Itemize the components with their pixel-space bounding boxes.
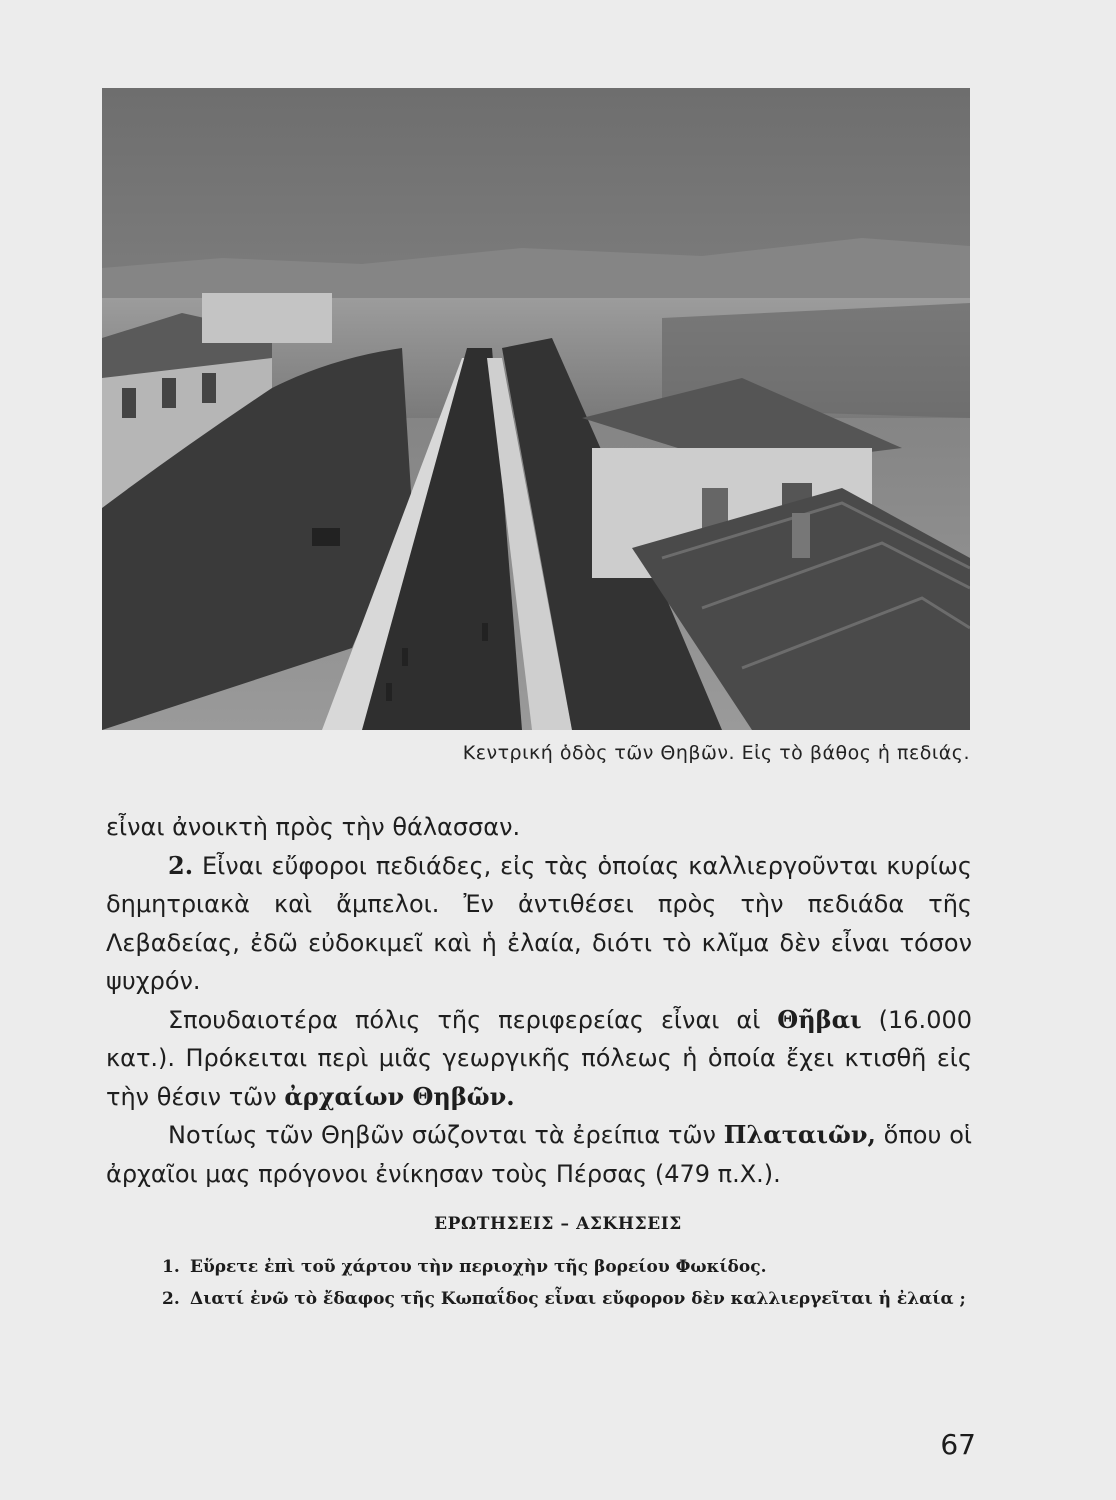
question-2-text: Διατί ἐνῶ τὸ ἔδαφος τῆς Κωπαΐδος εἶναι εὔφορον δὲν καλλιεργεῖται ἡ ἐλαία ; bbox=[190, 1289, 966, 1309]
paragraph-1: εἶναι ἀνοικτὴ πρὸς τὴν θάλασσαν. bbox=[106, 813, 521, 841]
paragraph-4-part-a: Νοτίως τῶν Θηβῶν σώζονται τὰ ἐρείπια τῶν bbox=[168, 1121, 716, 1149]
paragraph-3-ancient-thebes: ἀρχαίων Θηβῶν. bbox=[284, 1081, 515, 1111]
paragraph-2-number: 2. bbox=[168, 850, 194, 880]
questions-list bbox=[162, 1252, 974, 1316]
paragraph-3-thebes: Θῆβαι bbox=[777, 1004, 862, 1034]
paragraph-3-part-a: Σπουδαιοτέρα πόλις τῆς περιφερείας εἶναι αἱ bbox=[168, 1005, 761, 1034]
question-1-number: 1. bbox=[162, 1257, 180, 1277]
paragraph-4 bbox=[106, 1116, 972, 1193]
paragraph-3 bbox=[106, 1001, 972, 1117]
question-2 bbox=[162, 1284, 974, 1314]
street-photo-image bbox=[102, 88, 970, 730]
question-1-text: Εὕρετε ἐπὶ τοῦ χάρτου τὴν περιοχὴν τῆς βορείου Φωκίδος. bbox=[190, 1257, 767, 1277]
question-1 bbox=[162, 1252, 974, 1282]
paragraph-2-text: Εἶναι εὔφοροι πεδιάδες, εἰς τὰς ὁποίας καλλιεργοῦνται κυρίως δημητριακὰ καὶ ἄμπελοι. Ἐν ἀντιθέσει πρὸς τὴν πεδιάδα τῆς Λεβαδείας, ἐδῶ εὐδοκιμεῖ καὶ ἡ ἐλαία, διότι τὸ κλῖμα δὲν εἶναι τόσον ψυχρόν. bbox=[106, 851, 972, 995]
photo-caption: Κεντρική ὁδὸς τῶν Θηβῶν. Εἰς τὸ βάθος ἡ πεδιάς. bbox=[462, 742, 970, 764]
paragraph-4-plataea: Πλαταιῶν, bbox=[723, 1120, 876, 1149]
body-text bbox=[106, 808, 972, 1193]
question-2-number: 2. bbox=[162, 1289, 180, 1309]
paragraph-3-part-c: (16.000 κατ.). Πρόκειται περὶ μιᾶς γεωργικῆς πόλεως ἡ ὁποία ἔχει κτισθῆ εἰς τὴν θέσιν τῶν bbox=[106, 1005, 972, 1111]
page-number: 67 bbox=[940, 1428, 976, 1461]
paragraph-2 bbox=[106, 847, 972, 1001]
exercises-heading: ΕΡΩΤΗΣΕΙΣ – ΑΣΚΗΣΕΙΣ bbox=[434, 1214, 682, 1234]
street-photo bbox=[102, 88, 970, 730]
paragraph-4-part-c: ὅπου οἱ ἀρχαῖοι μας πρόγονοι ἐνίκησαν τοὺς Πέρσας (479 π.Χ.). bbox=[106, 1121, 972, 1188]
